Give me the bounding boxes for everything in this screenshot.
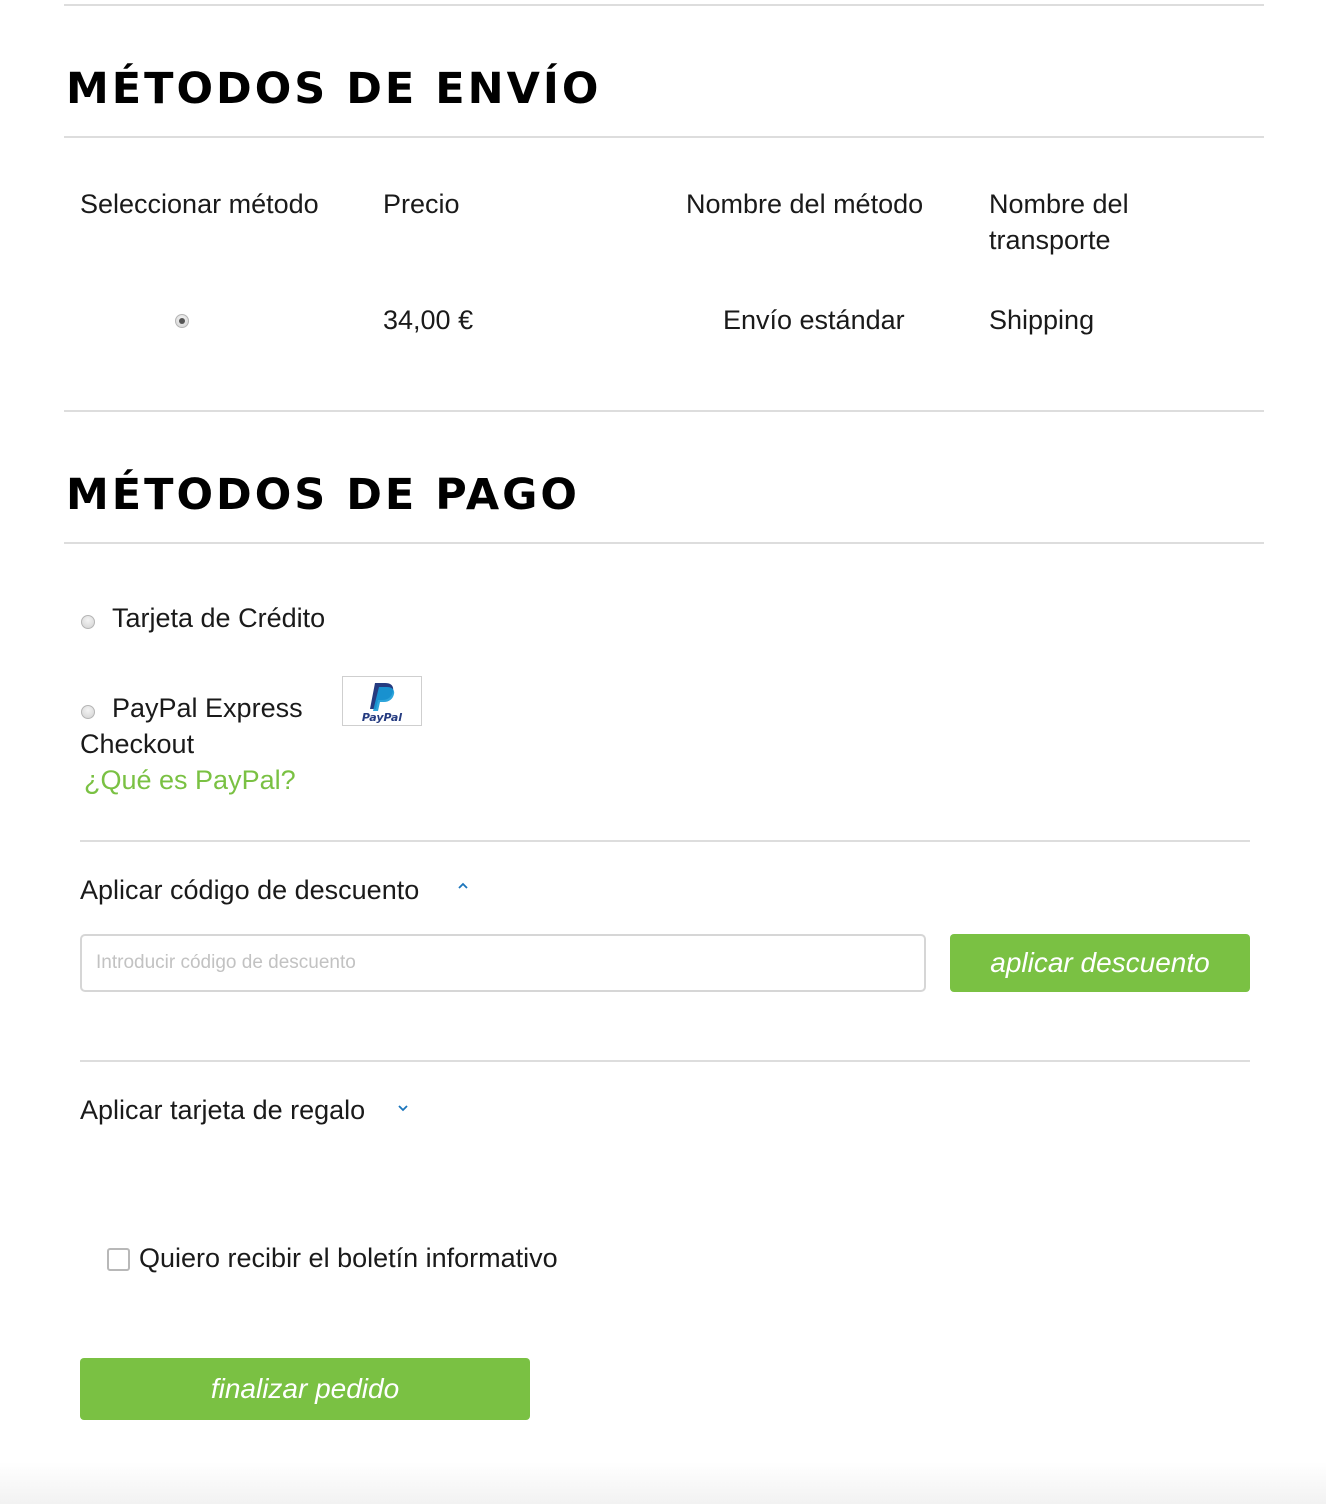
header-price: Precio xyxy=(383,189,460,219)
shipping-bottom-divider xyxy=(64,410,1264,412)
header-carrier-line2: transporte xyxy=(989,225,1111,255)
credit-card-radio[interactable] xyxy=(81,615,95,629)
paypal-logo xyxy=(342,676,422,726)
credit-card-label: Tarjeta de Crédito xyxy=(112,603,326,633)
paypal-label-line2: Checkout xyxy=(80,729,195,759)
footer-band xyxy=(0,1462,1326,1504)
payment-title-divider xyxy=(64,542,1264,544)
shipping-title-divider xyxy=(64,136,1264,138)
discount-code-input[interactable] xyxy=(80,934,926,992)
header-carrier-name xyxy=(989,186,1129,258)
header-method-name: Nombre del método xyxy=(686,189,924,219)
shipping-price: 34,00 € xyxy=(383,305,474,335)
shipping-carrier: Shipping xyxy=(989,305,1095,335)
gift-card-toggle[interactable]: Aplicar tarjeta de regalo xyxy=(80,1095,366,1125)
gift-card-divider xyxy=(80,1060,1250,1062)
header-carrier-line1: Nombre del xyxy=(989,189,1129,219)
payment-methods-title: MÉTODOS DE PAGO xyxy=(66,470,580,520)
shipping-method-radio[interactable] xyxy=(175,314,189,328)
chevron-down-icon[interactable] xyxy=(396,1100,410,1118)
apply-discount-button[interactable]: aplicar descuento xyxy=(950,934,1250,992)
paypal-radio[interactable] xyxy=(81,705,95,719)
discount-toggle[interactable]: Aplicar código de descuento xyxy=(80,875,420,905)
paypal-logo-text: PayPal xyxy=(361,711,403,724)
paypal-p-icon xyxy=(343,677,421,725)
discount-divider xyxy=(80,840,1250,842)
place-order-button[interactable]: finalizar pedido xyxy=(80,1358,530,1420)
newsletter-label: Quiero recibir el boletín informativo xyxy=(139,1243,558,1273)
newsletter-checkbox[interactable] xyxy=(107,1248,130,1271)
paypal-label-line1: PayPal Express xyxy=(112,693,303,723)
chevron-up-icon[interactable] xyxy=(456,878,470,896)
shipping-method-name: Envío estándar xyxy=(723,305,905,335)
top-divider xyxy=(64,4,1264,6)
shipping-methods-title: MÉTODOS DE ENVÍO xyxy=(66,64,602,114)
what-is-paypal-link[interactable]: ¿Qué es PayPal? xyxy=(84,765,296,795)
header-select-method: Seleccionar método xyxy=(80,189,319,219)
